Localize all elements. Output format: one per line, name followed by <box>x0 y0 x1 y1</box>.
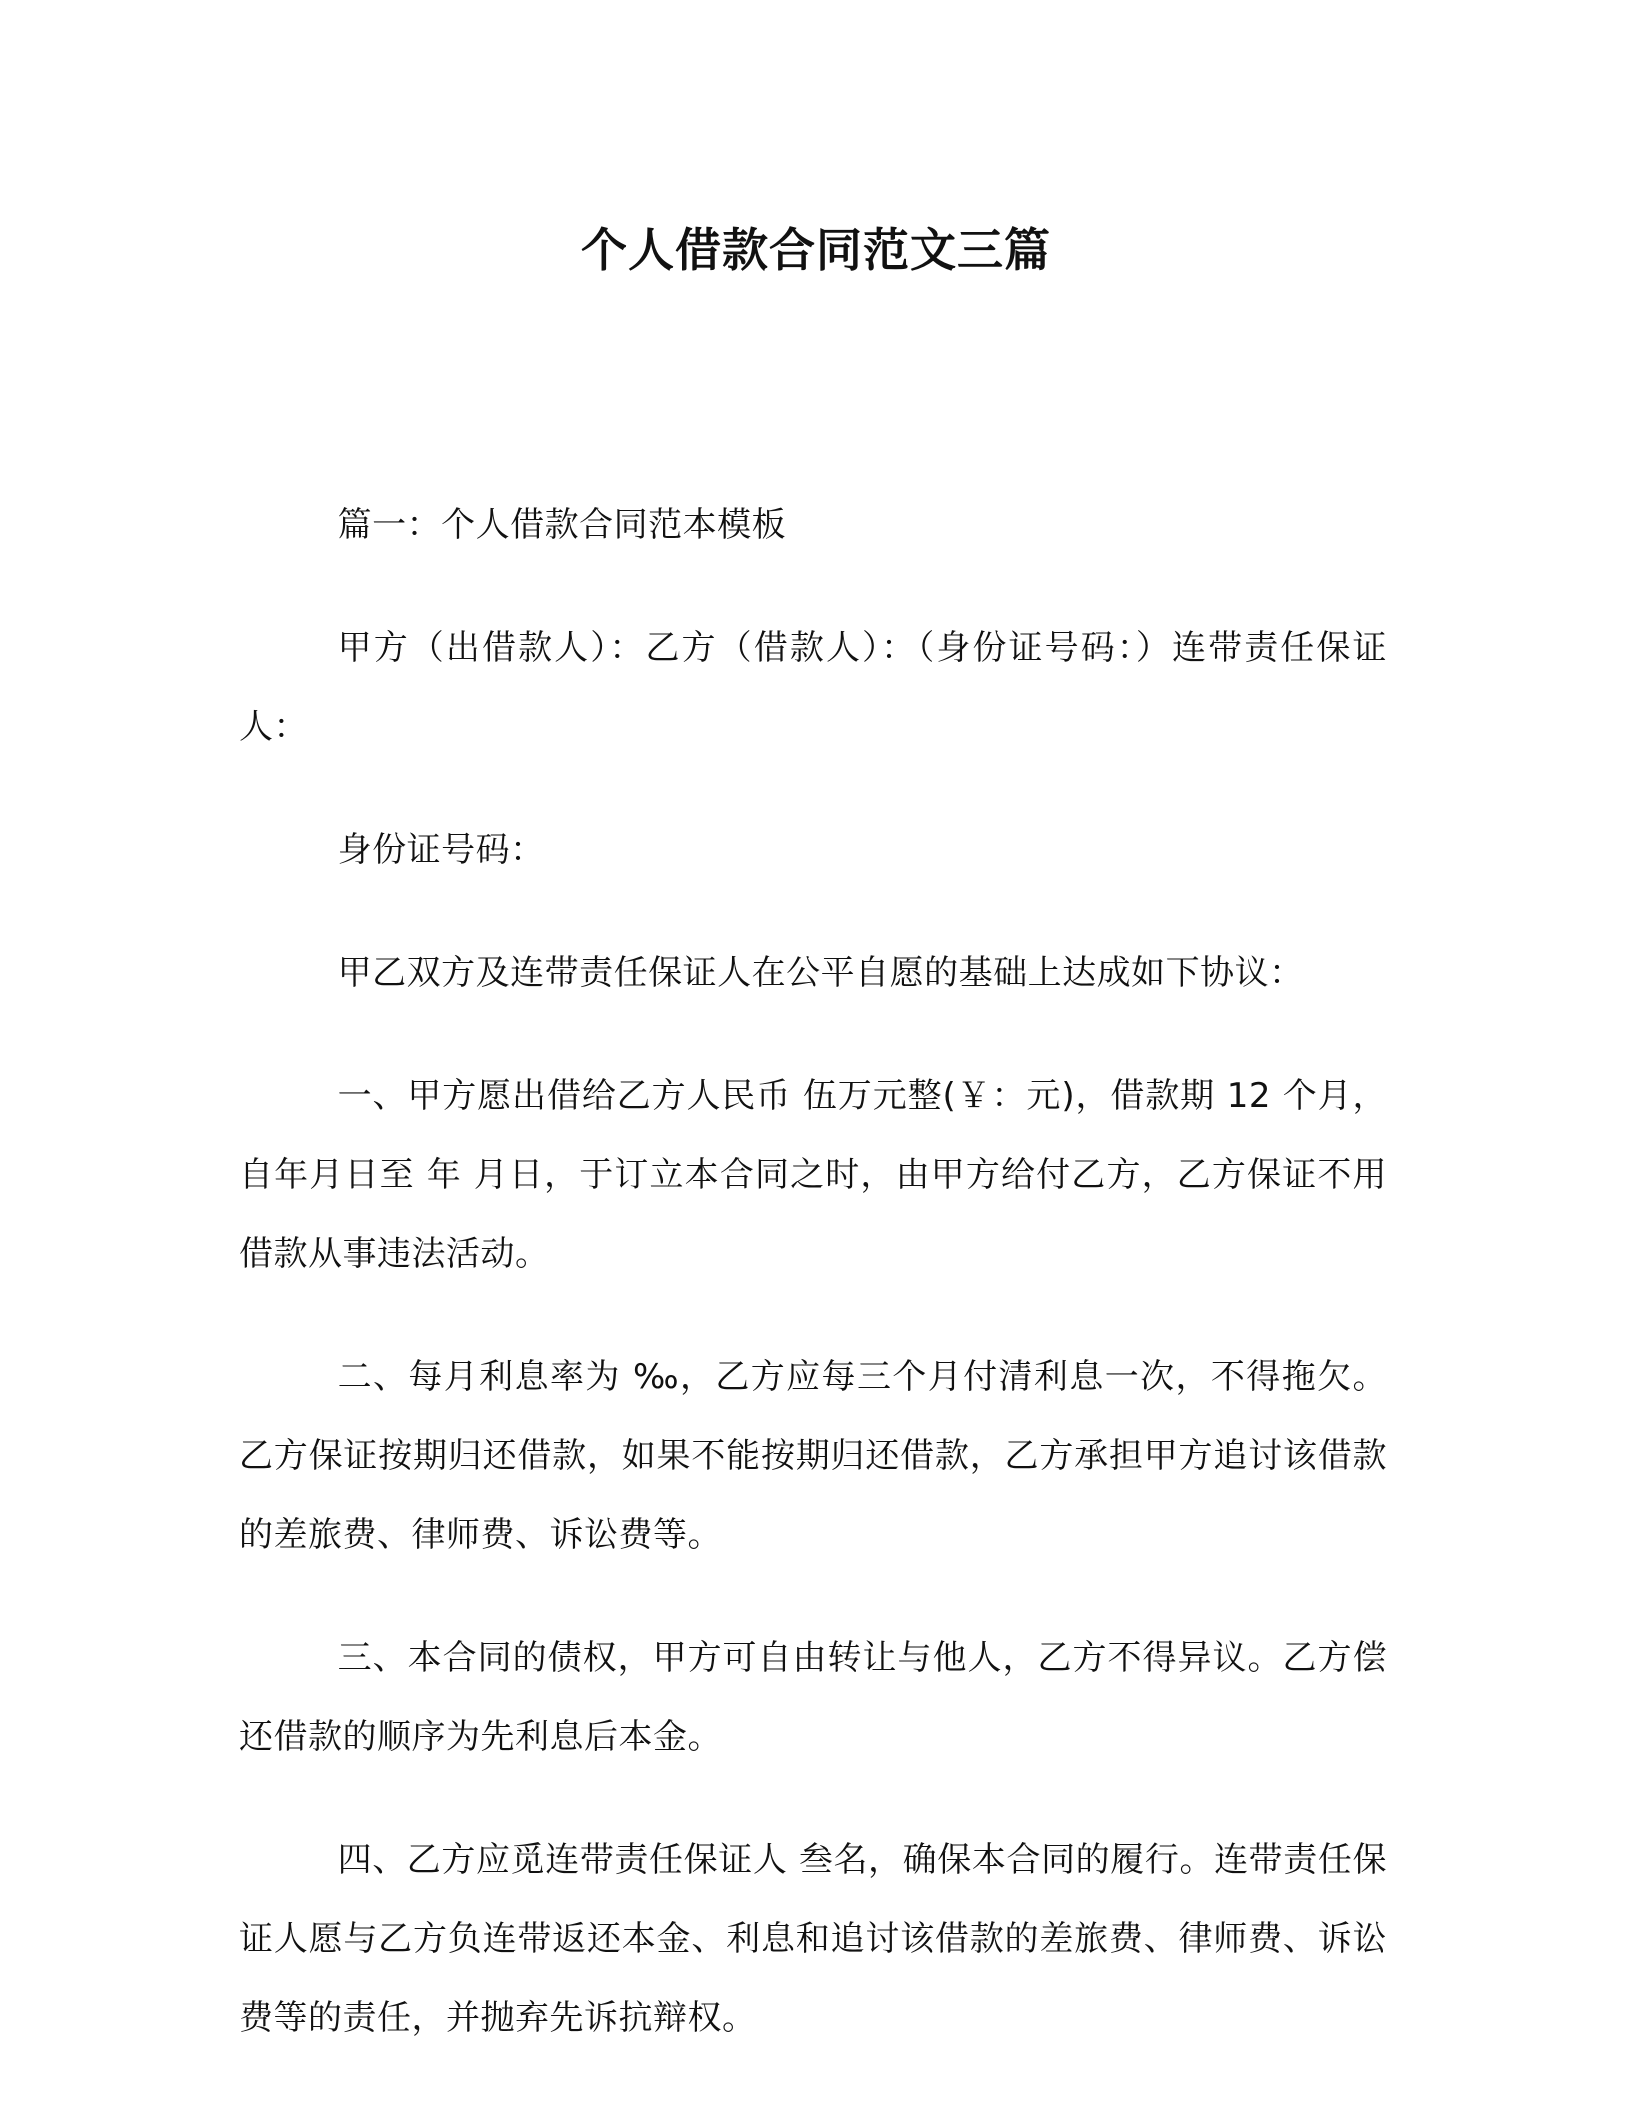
parties-paragraph: 甲方（出借款人）：乙方（借款人）：（身份证号码：）连带责任保证人： <box>239 628 1387 747</box>
clause-1-paragraph: 一、甲方愿出借给乙方人民币 伍万元整(￥：元)，借款期 12 个月，自年月日至 年 月日，于订立本合同之时，由甲方给付乙方，乙方保证不用借款从事违法活动。 <box>239 1076 1387 1274</box>
id-number-paragraph: 身份证号码： <box>337 830 545 870</box>
document-title: 个人借款合同范文三篇 <box>581 223 1051 277</box>
document-body <box>239 486 1387 2102</box>
section-heading: 篇一：个人借款合同范本模板 <box>337 505 787 545</box>
agreement-intro-paragraph: 甲乙双方及连带责任保证人在公平自愿的基础上达成如下协议： <box>337 953 1304 993</box>
clause-3-paragraph: 三、本合同的债权，甲方可自由转让与他人，乙方不得异议。乙方偿还借款的顺序为先利息后本金。 <box>239 1638 1387 1757</box>
clause-4-paragraph: 四、乙方应觅连带责任保证人 叁名，确保本合同的履行。连带责任保证人愿与乙方负连带返还本金、利息和追讨该借款的差旅费、律师费、诉讼费等的责任，并抛弃先诉抗辩权。 <box>239 1840 1387 2038</box>
clause-2-paragraph: 二、每月利息率为 ‰，乙方应每三个月付清利息一次，不得拖欠。乙方保证按期归还借款，如果不能按期归还借款，乙方承担甲方追讨该借款的差旅费、律师费、诉讼费等。 <box>239 1357 1387 1555</box>
